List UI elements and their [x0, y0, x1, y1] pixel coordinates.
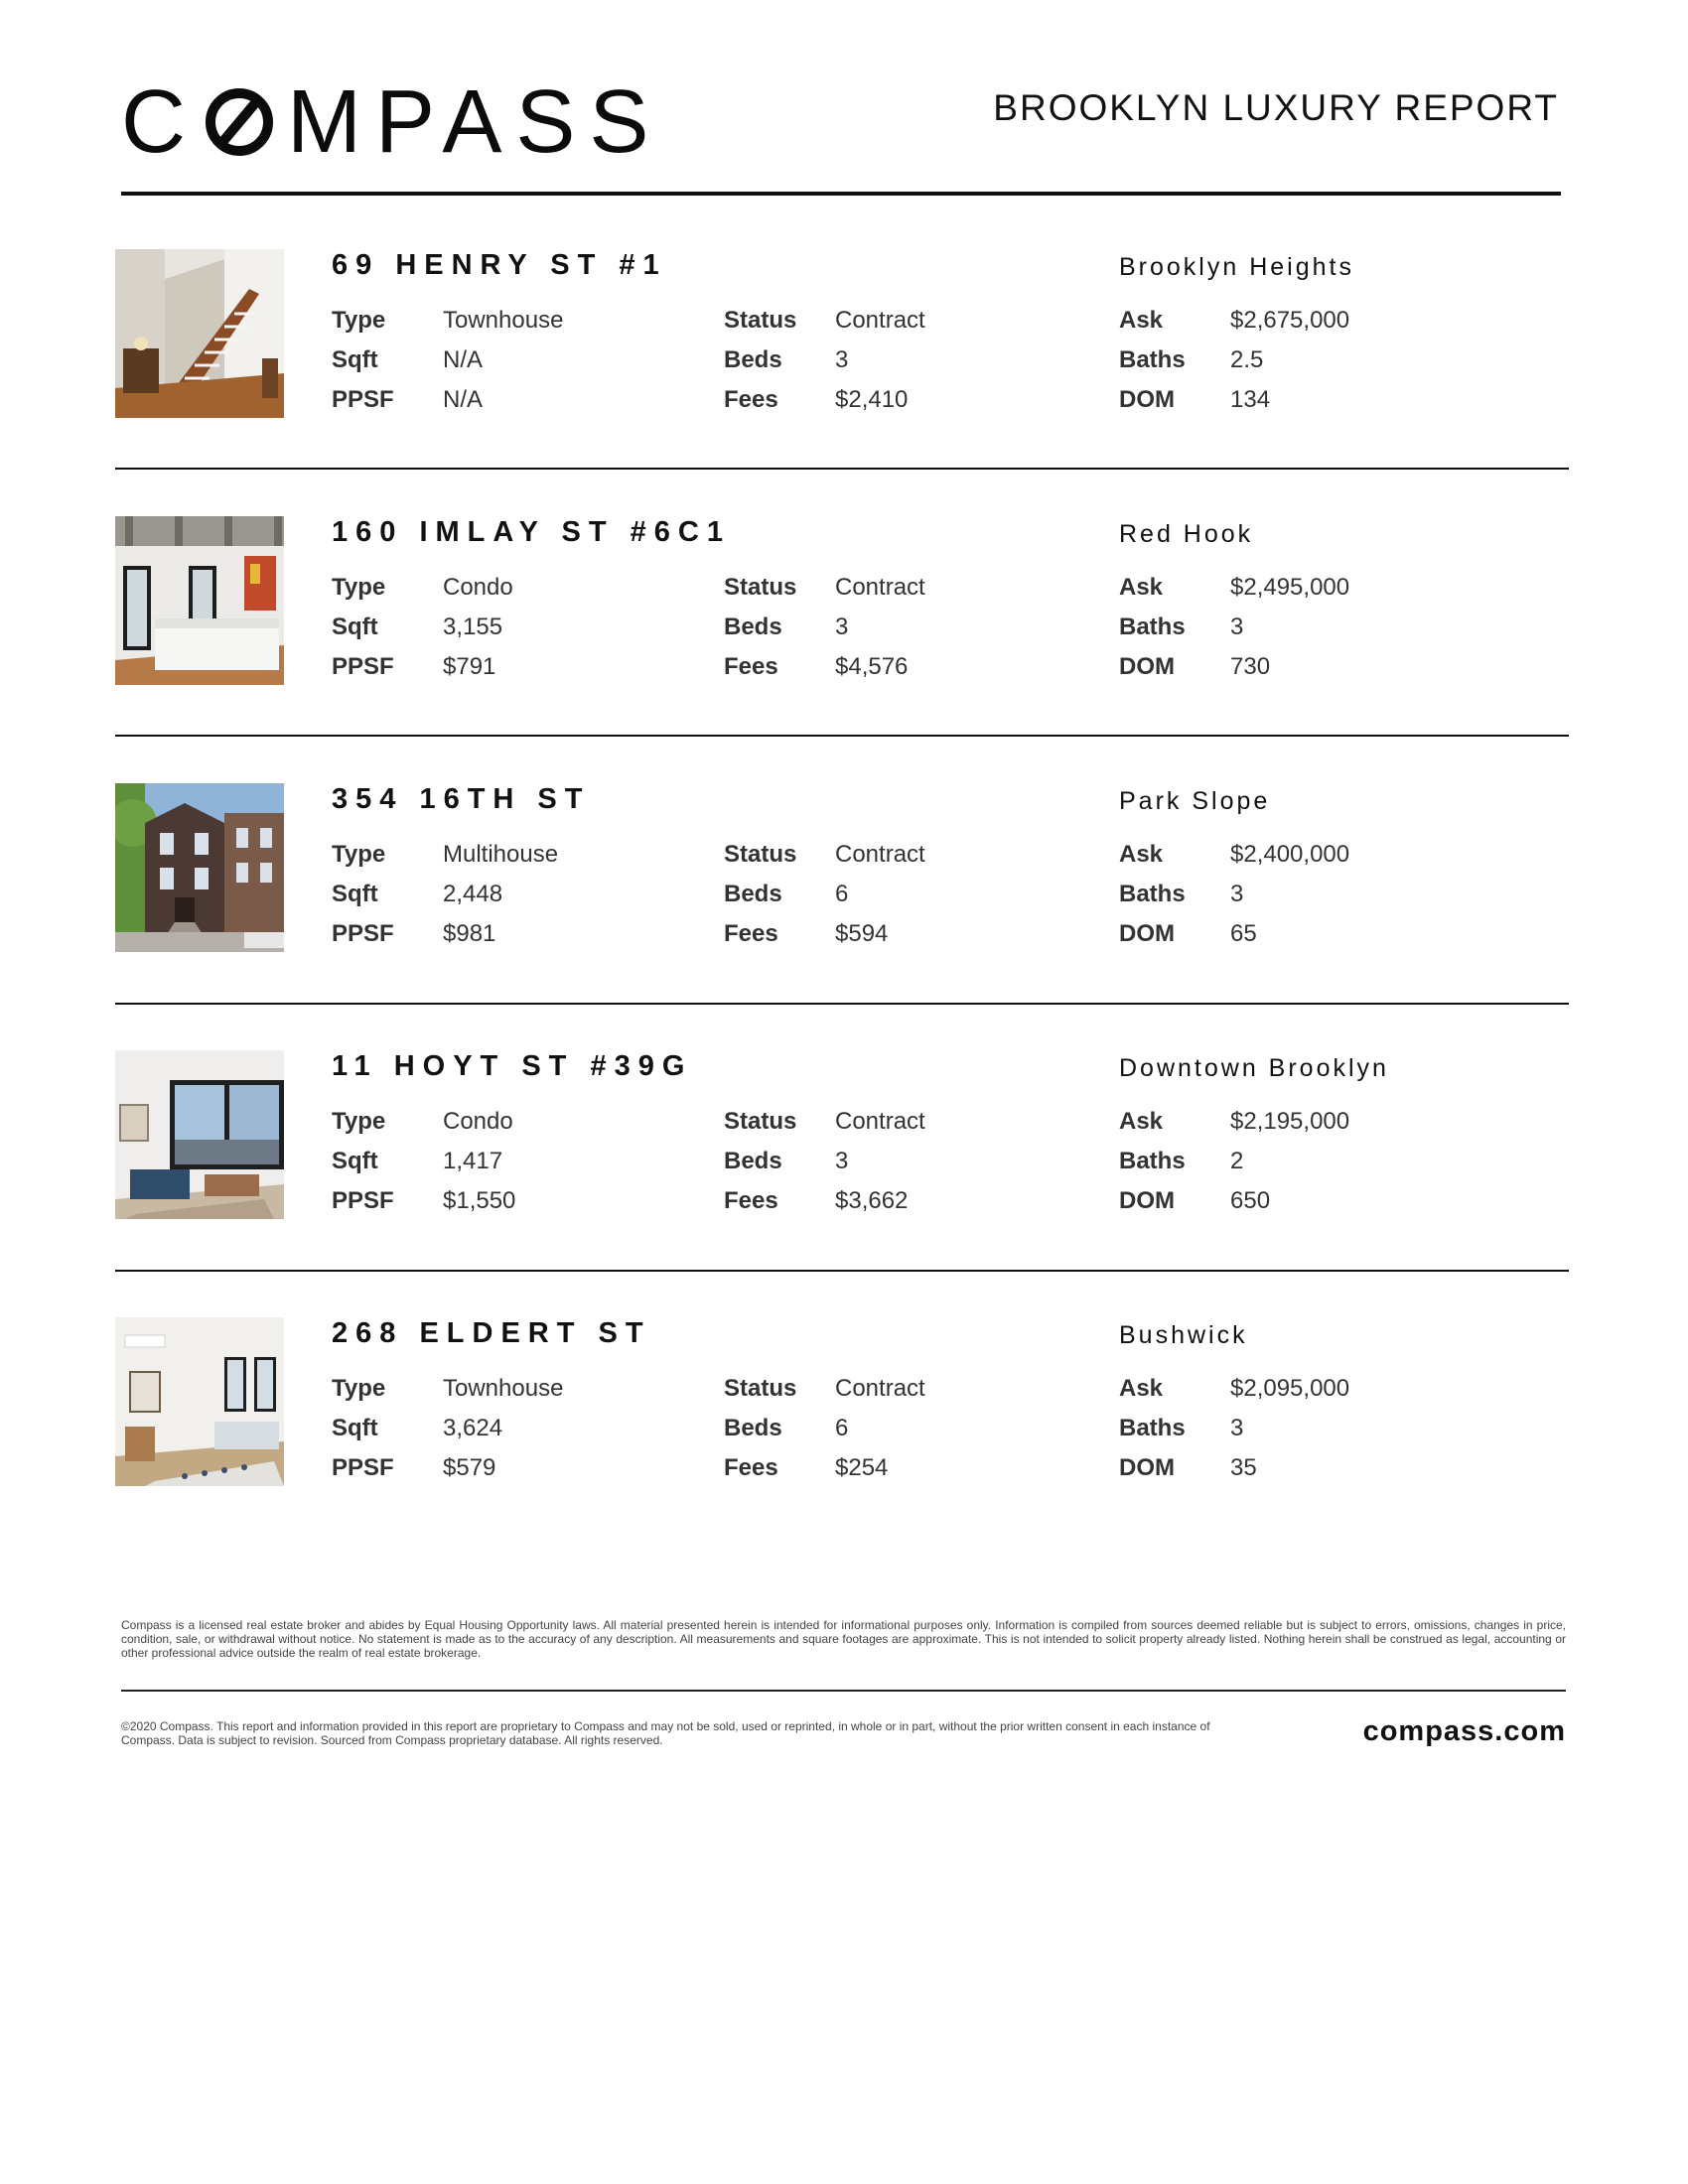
- listing-neighborhood: Park Slope: [1119, 787, 1271, 815]
- ppsf-value: $791: [443, 653, 496, 680]
- listing-card: [115, 516, 1569, 715]
- baths-label: Baths: [1119, 1148, 1186, 1174]
- ask-value: $2,095,000: [1230, 1375, 1350, 1402]
- sitting-room-photo: [115, 1317, 284, 1486]
- status-label: Status: [724, 1108, 797, 1135]
- status-label: Status: [724, 841, 797, 868]
- fees-value: $4,576: [835, 653, 909, 680]
- status-label: Status: [724, 307, 797, 334]
- header-divider: [121, 192, 1561, 196]
- listing-divider: [115, 735, 1569, 737]
- beds-label: Beds: [724, 881, 782, 907]
- listing-neighborhood: Red Hook: [1119, 520, 1254, 548]
- type-value: Townhouse: [443, 1375, 564, 1402]
- baths-value: 3: [1230, 1415, 1244, 1441]
- beds-label: Beds: [724, 346, 782, 373]
- beds-value: 6: [835, 881, 849, 907]
- sqft-label: Sqft: [332, 1148, 378, 1174]
- listing-col-3: [1119, 835, 1349, 954]
- fees-value: $3,662: [835, 1187, 909, 1214]
- ask-label: Ask: [1119, 841, 1164, 868]
- listing-card: [115, 783, 1569, 982]
- ask-label: Ask: [1119, 1375, 1164, 1402]
- type-label: Type: [332, 574, 386, 601]
- status-value: Contract: [835, 307, 925, 334]
- listing-card: [115, 1050, 1569, 1249]
- listing-col-1: [332, 568, 513, 687]
- listing-col-1: [332, 835, 558, 954]
- ppsf-value: $579: [443, 1454, 496, 1481]
- type-label: Type: [332, 1108, 386, 1135]
- fees-value: $2,410: [835, 386, 909, 413]
- listing-col-3: [1119, 568, 1349, 687]
- ppsf-label: PPSF: [332, 920, 394, 947]
- status-label: Status: [724, 574, 797, 601]
- sqft-value: 3,624: [443, 1415, 503, 1441]
- dom-value: 730: [1230, 653, 1271, 680]
- bedroom-loft-photo: [115, 516, 284, 685]
- listing-col-2: [724, 1102, 925, 1221]
- listing-col-2: [724, 1369, 925, 1488]
- beds-value: 3: [835, 1148, 849, 1174]
- listing-divider: [115, 468, 1569, 470]
- sqft-label: Sqft: [332, 881, 378, 907]
- ppsf-value: $981: [443, 920, 496, 947]
- sqft-label: Sqft: [332, 346, 378, 373]
- listing-address: 354 16TH ST: [332, 783, 591, 815]
- fees-label: Fees: [724, 1454, 778, 1481]
- dom-label: DOM: [1119, 920, 1175, 947]
- type-label: Type: [332, 307, 386, 334]
- listing-col-3: [1119, 1102, 1349, 1221]
- listing-col-1: [332, 1369, 563, 1488]
- legal-disclaimer: Compass is a licensed real estate broker and abides by Equal Housing Opportunity laws. All material presented herein is intended for informational purposes only. Information is compiled from sources deemed reliable but is subject to errors, omissions, changes in price, condition, sale, or withdrawal without notice. No statement is made as to the accuracy of any description. All measurements and square footages are approximate. This is not intended to solicit property already listed. Nothing herein shall be construed as legal, accounting or other professional advice outside the realm of real estate brokerage.: [121, 1618, 1566, 1660]
- fees-value: $594: [835, 920, 889, 947]
- status-value: Contract: [835, 841, 925, 868]
- sqft-label: Sqft: [332, 614, 378, 640]
- listing-neighborhood: Brooklyn Heights: [1119, 253, 1354, 281]
- dom-value: 35: [1230, 1454, 1257, 1481]
- dom-value: 134: [1230, 386, 1271, 413]
- ask-value: $2,400,000: [1230, 841, 1350, 868]
- ask-value: $2,195,000: [1230, 1108, 1350, 1135]
- status-value: Contract: [835, 1375, 925, 1402]
- ask-value: $2,675,000: [1230, 307, 1350, 334]
- ask-label: Ask: [1119, 307, 1164, 334]
- type-value: Condo: [443, 1108, 513, 1135]
- status-value: Contract: [835, 574, 925, 601]
- listing-address: 69 HENRY ST #1: [332, 249, 667, 281]
- listing-col-2: [724, 301, 925, 420]
- website-link[interactable]: compass.com: [1362, 1715, 1566, 1747]
- report-header: [121, 72, 1559, 197]
- listing-col-2: [724, 835, 925, 954]
- listing-divider: [115, 1270, 1569, 1272]
- fees-label: Fees: [724, 1187, 778, 1214]
- sqft-label: Sqft: [332, 1415, 378, 1441]
- baths-value: 3: [1230, 614, 1244, 640]
- sqft-value: 1,417: [443, 1148, 503, 1174]
- fees-value: $254: [835, 1454, 889, 1481]
- beds-label: Beds: [724, 1415, 782, 1441]
- sqft-value: N/A: [443, 346, 484, 373]
- listing-col-2: [724, 568, 925, 687]
- dom-value: 650: [1230, 1187, 1271, 1214]
- baths-label: Baths: [1119, 1415, 1186, 1441]
- listing-col-3: [1119, 1369, 1349, 1488]
- ppsf-value: $1,550: [443, 1187, 516, 1214]
- listing-neighborhood: Downtown Brooklyn: [1119, 1054, 1389, 1082]
- ppsf-label: PPSF: [332, 1187, 394, 1214]
- dom-label: DOM: [1119, 653, 1175, 680]
- status-label: Status: [724, 1375, 797, 1402]
- listing-card: [115, 249, 1569, 448]
- listing-address: 11 HOYT ST #39G: [332, 1050, 693, 1082]
- sqft-value: 3,155: [443, 614, 503, 640]
- dom-label: DOM: [1119, 386, 1175, 413]
- baths-value: 2: [1230, 1148, 1244, 1174]
- ask-value: $2,495,000: [1230, 574, 1350, 601]
- type-value: Townhouse: [443, 307, 564, 334]
- baths-value: 2.5: [1230, 346, 1264, 373]
- listing-col-3: [1119, 301, 1349, 420]
- dom-value: 65: [1230, 920, 1257, 947]
- listing-col-1: [332, 301, 563, 420]
- beds-value: 3: [835, 614, 849, 640]
- beds-value: 3: [835, 346, 849, 373]
- ppsf-label: PPSF: [332, 653, 394, 680]
- listing-col-1: [332, 1102, 515, 1221]
- dom-label: DOM: [1119, 1187, 1175, 1214]
- listing-neighborhood: Bushwick: [1119, 1321, 1248, 1349]
- report-title: BROOKLYN LUXURY REPORT: [993, 87, 1559, 128]
- living-room-view-photo: [115, 1050, 284, 1219]
- baths-label: Baths: [1119, 346, 1186, 373]
- beds-label: Beds: [724, 614, 782, 640]
- type-label: Type: [332, 1375, 386, 1402]
- compass-o-icon: [206, 88, 273, 156]
- ppsf-label: PPSF: [332, 1454, 394, 1481]
- fees-label: Fees: [724, 653, 778, 680]
- baths-value: 3: [1230, 881, 1244, 907]
- sqft-value: 2,448: [443, 881, 503, 907]
- listing-address: 268 ELDERT ST: [332, 1317, 651, 1349]
- status-value: Contract: [835, 1108, 925, 1135]
- type-value: Multihouse: [443, 841, 559, 868]
- fees-label: Fees: [724, 920, 778, 947]
- ppsf-label: PPSF: [332, 386, 394, 413]
- ppsf-value: N/A: [443, 386, 484, 413]
- baths-label: Baths: [1119, 614, 1186, 640]
- beds-value: 6: [835, 1415, 849, 1441]
- type-value: Condo: [443, 574, 513, 601]
- footer-divider: [121, 1690, 1566, 1692]
- fees-label: Fees: [724, 386, 778, 413]
- compass-logo: C MPASS: [121, 72, 663, 172]
- dom-label: DOM: [1119, 1454, 1175, 1481]
- listing-divider: [115, 1003, 1569, 1005]
- copyright-notice: ©2020 Compass. This report and information provided in this report are proprietary to Compass and may not be sold, used or reprinted, in whole or in part, without the prior written consent in each instance of Compass. Data is subject to revision. Sourced from Compass proprietary database. All rights reserved.: [121, 1719, 1210, 1747]
- staircase-interior-photo: [115, 249, 284, 418]
- type-label: Type: [332, 841, 386, 868]
- listing-card: [115, 1317, 1569, 1516]
- listing-address: 160 IMLAY ST #6C1: [332, 516, 731, 548]
- baths-label: Baths: [1119, 881, 1186, 907]
- beds-label: Beds: [724, 1148, 782, 1174]
- brownstone-exterior-photo: [115, 783, 284, 952]
- ask-label: Ask: [1119, 1108, 1164, 1135]
- ask-label: Ask: [1119, 574, 1164, 601]
